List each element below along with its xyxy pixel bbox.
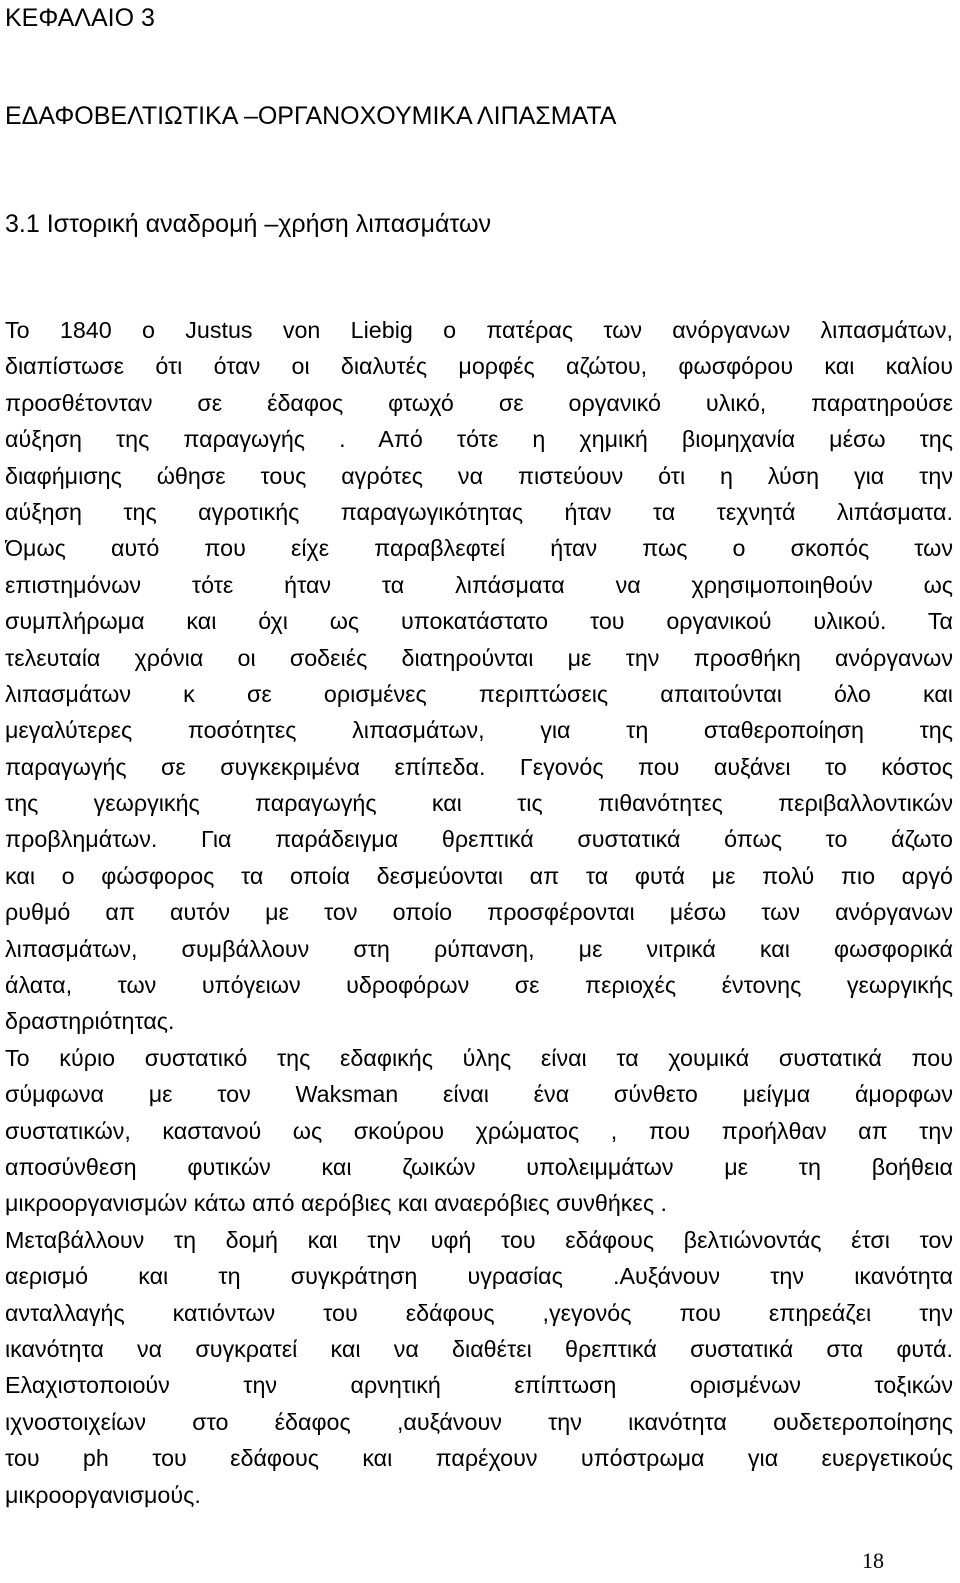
body-line: επιστημόνων τότε ήταν τα λιπάσματα να χρησιμοποιηθούν ως xyxy=(5,571,953,598)
body-line: Ελαχιστοποιούν την αρνητική επίπτωση ορισμένων τοξικών xyxy=(5,1372,953,1399)
body-line: Το 1840 ο Justus von Liebig ο πατέρας των ανόργανων λιπασμάτων, xyxy=(5,317,953,343)
body-line: συμπλήρωμα και όχι ως υποκατάστατο του οργανικού υλικού. Τα xyxy=(5,608,953,635)
body-line: αποσύνθεση φυτικών και ζωικών υπολειμμάτων με τη βοήθεια xyxy=(5,1153,953,1180)
body-line: παραγωγής σε συγκεκριμένα επίπεδα. Γεγονός που αυξάνει το κόστος xyxy=(5,753,953,780)
body-line: λιπασμάτων, συμβάλλουν στη ρύπανση, με νιτρικά και φωσφορικά xyxy=(5,935,953,962)
body-line: λιπασμάτων κ σε ορισμένες περιπτώσεις απαιτούνται όλο και xyxy=(5,680,953,707)
body-line: και ο φώσφορος τα οποία δεσμεύονται απ τα φυτά με πολύ πιο αργό xyxy=(5,862,953,889)
body-line: μικροοργανισμών κάτω από αερόβιες και αναερόβιες συνθήκες . xyxy=(5,1190,667,1217)
body-line: άλατα, των υπόγειων υδροφόρων σε περιοχές έντονης γεωργικής xyxy=(5,972,953,999)
body-line: διαπίστωσε ότι όταν οι διαλυτές μορφές αζώτου, φωσφόρου και καλίου xyxy=(5,353,953,380)
body-line: μεγαλύτερες ποσότητες λιπασμάτων, για τη σταθεροποίηση της xyxy=(5,717,953,744)
body-line: αύξηση της παραγωγής . Από τότε η χημική βιομηχανία μέσω της xyxy=(5,426,953,453)
body-line: ιχνοστοιχείων στο έδαφος ,αυξάνουν την ικανότητα ουδετεροποίησης xyxy=(5,1408,953,1435)
body-line: σύμφωνα με τον Waksman είναι ένα σύνθετο μείγμα άμορφων xyxy=(5,1081,953,1108)
body-line: προσθέτονταν σε έδαφος φτωχό σε οργανικό υλικό, παρατηρούσε xyxy=(5,389,953,416)
section-heading: ΕΔΑΦΟΒΕΛΤΙΩΤΙΚΑ –ΟΡΓΑΝΟΧΟΥΜΙΚΑ ΛΙΠΑΣΜΑΤΑ xyxy=(5,102,617,130)
body-line: προβλημάτων. Για παράδειγμα θρεπτικά συστατικά όπως το άζωτο xyxy=(5,826,953,853)
body-line: συστατικών, καστανού ως σκούρου χρώματος , που προήλθαν απ την xyxy=(5,1117,953,1144)
body-line: αύξηση της αγροτικής παραγωγικότητας ήταν τα τεχνητά λιπάσματα. xyxy=(5,498,953,525)
body-line: ικανότητα να συγκρατεί και να διαθέτει θρεπτικά συστατικά στα φυτά. xyxy=(5,1335,953,1362)
body-line: ανταλλαγής κατιόντων του εδάφους ,γεγονός που επηρεάζει την xyxy=(5,1299,953,1326)
page-number: 18 xyxy=(862,1548,884,1573)
body-line: Μεταβάλλουν τη δομή και την υφή του εδάφους βελτιώνοντάς έτσι τον xyxy=(5,1226,953,1253)
body-line: αερισμό και τη συγκράτηση υγρασίας .Αυξάνουν την ικανότητα xyxy=(5,1263,953,1290)
body-line: του ph του εδάφους και παρέχουν υπόστρωμα για ευεργετικούς xyxy=(5,1445,953,1472)
body-line: τελευταία χρόνια οι σοδειές διατηρούνται με την προσθήκη ανόργανων xyxy=(5,644,953,671)
body-line: ρυθμό απ αυτόν με τον οποίο προσφέρονται μέσω των ανόργανων xyxy=(5,899,953,926)
body-line: Το κύριο συστατικό της εδαφικής ύλης είναι τα χουμικά συστατικά που xyxy=(5,1044,953,1071)
body-line: μικροοργανισμούς. xyxy=(5,1481,201,1508)
body-line: Όμως αυτό που είχε παραβλεφτεί ήταν πως ο σκοπός των xyxy=(5,535,953,562)
body-line: της γεωργικής παραγωγής και τις πιθανότητες περιβαλλοντικών xyxy=(5,790,953,817)
body-line: διαφήμισης ώθησε τους αγρότες να πιστεύουν ότι η λύση για την xyxy=(5,462,953,489)
body-text xyxy=(5,312,953,1513)
body-line: δραστηριότητας. xyxy=(5,1008,175,1035)
subsection-heading: 3.1 Ιστορική αναδρομή –χρήση λιπασμάτων xyxy=(5,210,491,238)
chapter-heading: ΚΕΦΑΛΑΙΟ 3 xyxy=(5,4,155,32)
